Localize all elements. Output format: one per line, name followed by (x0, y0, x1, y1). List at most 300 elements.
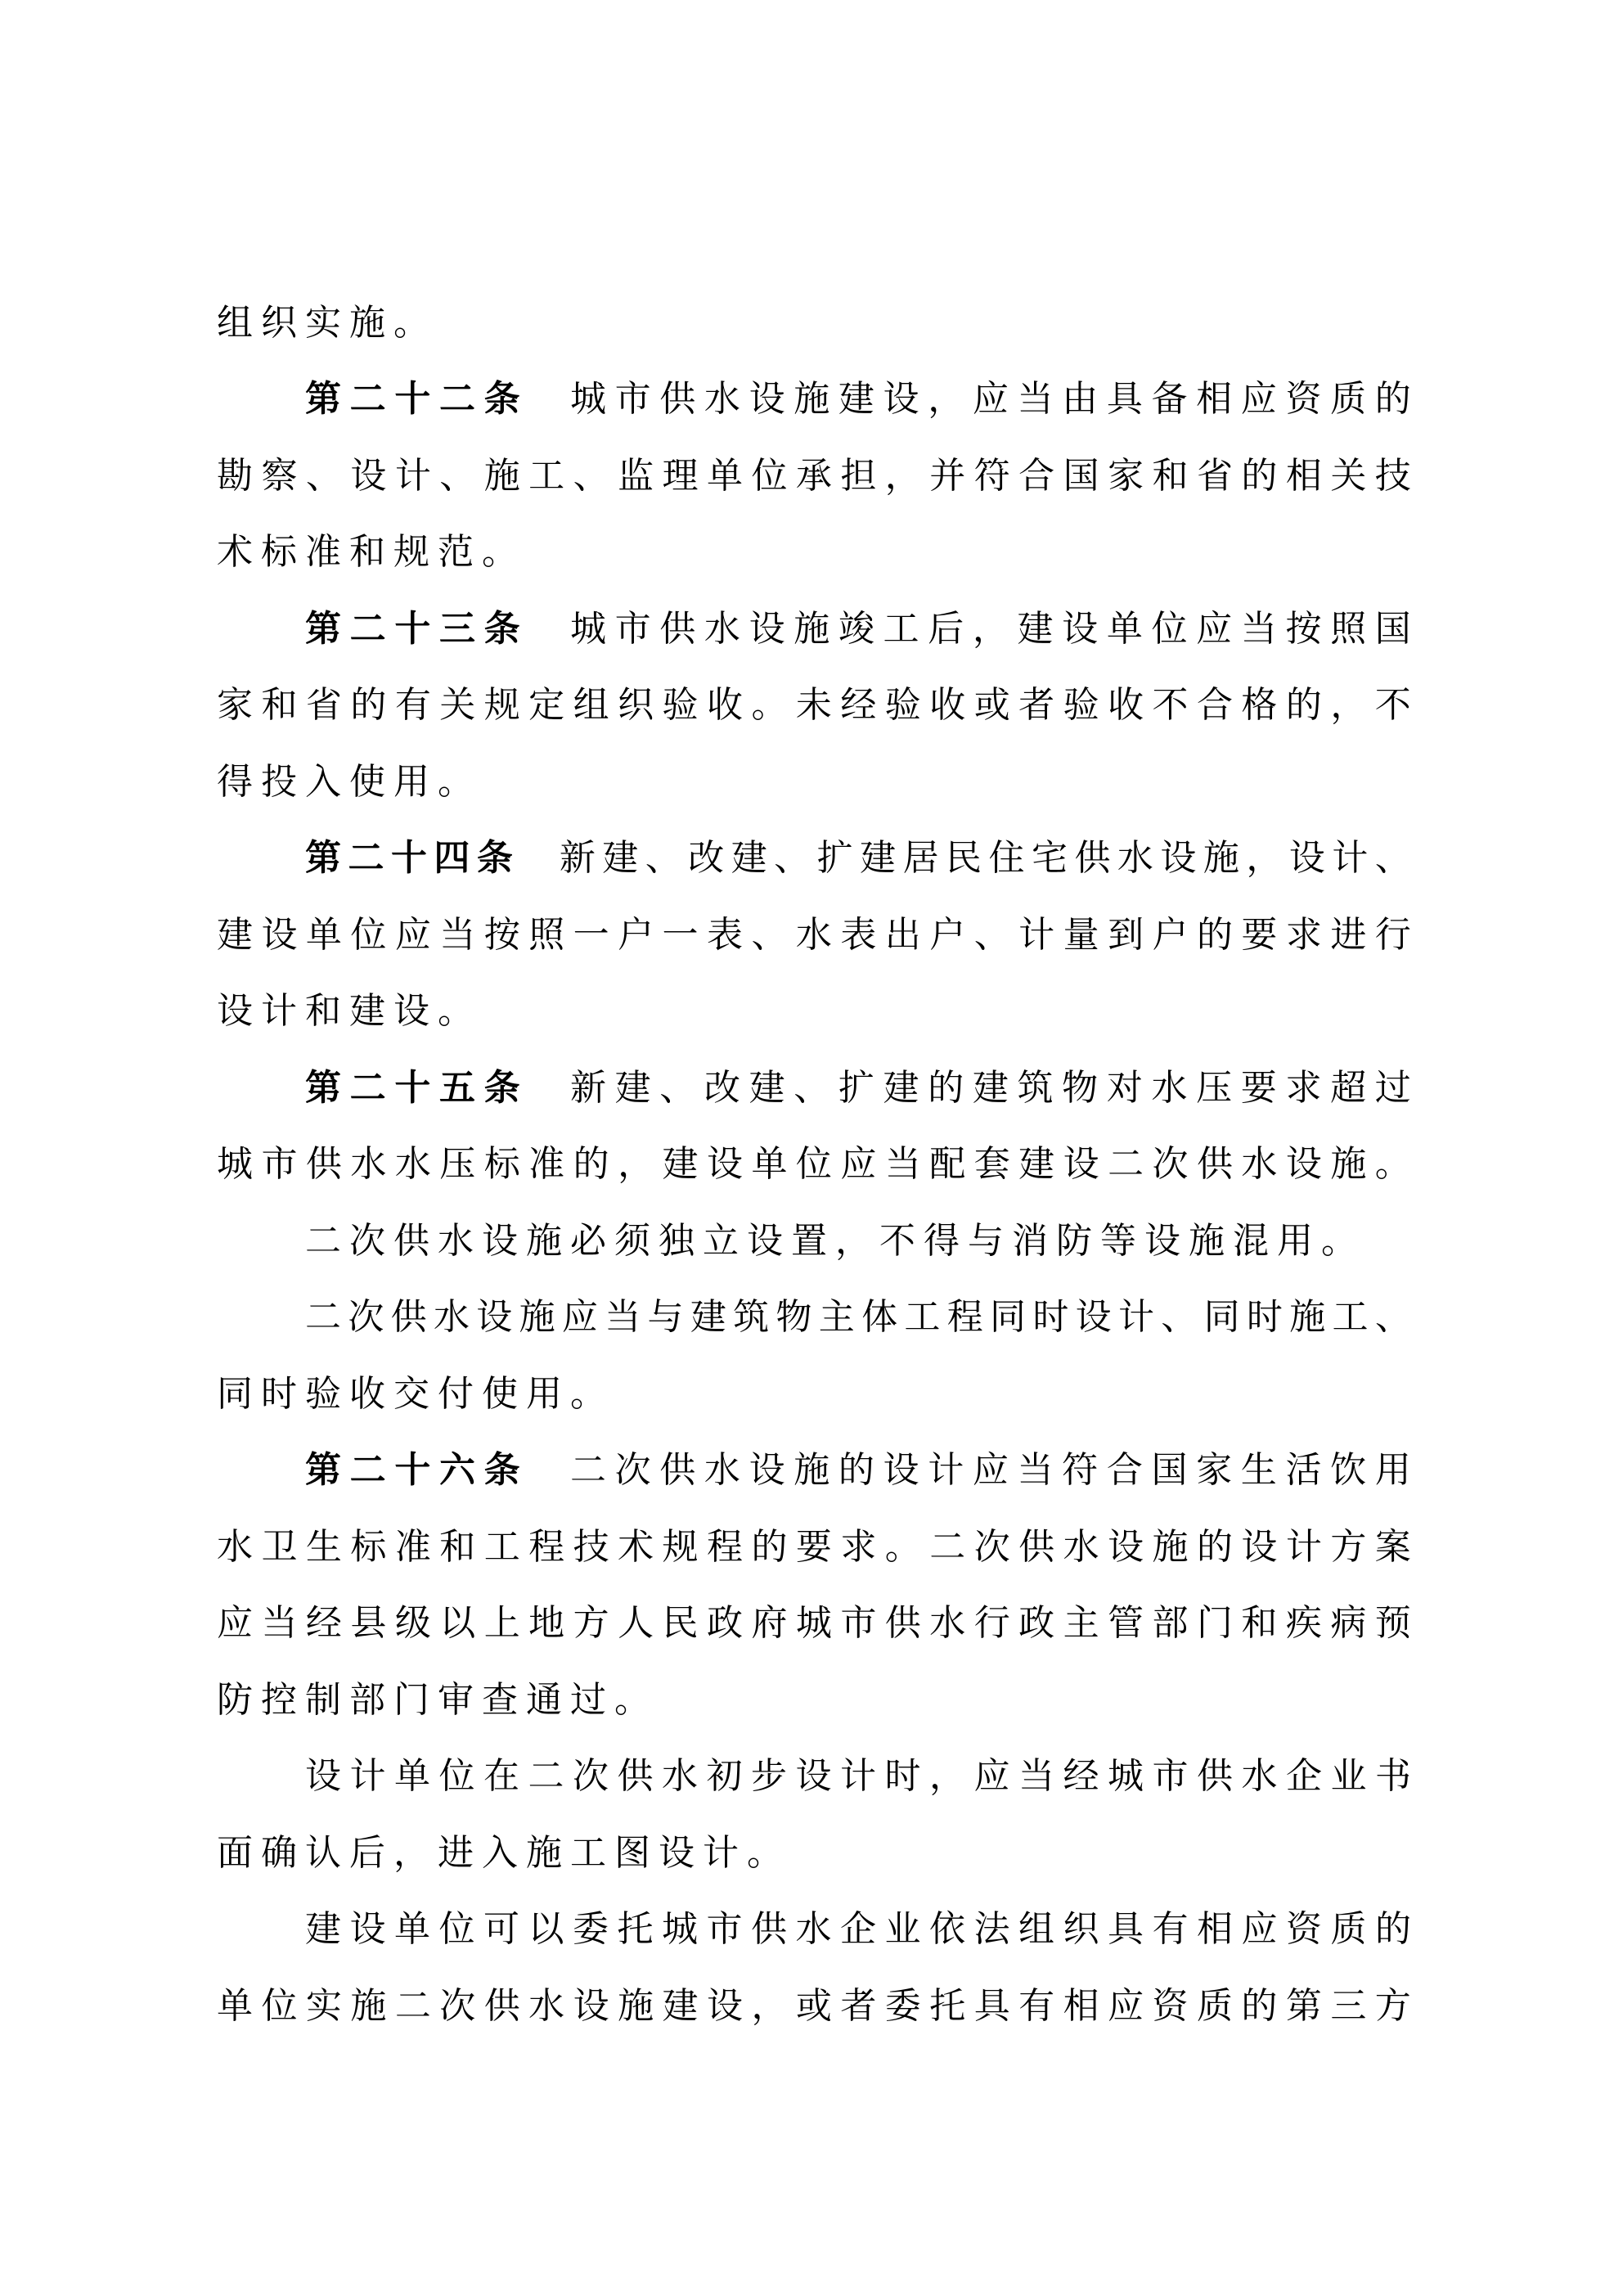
char: 防 (217, 1679, 253, 1720)
char: 改 (704, 1067, 740, 1108)
char: 立 (703, 1220, 739, 1261)
char: 市 (840, 1603, 877, 1644)
article-number-char: 第 (305, 379, 341, 420)
char: 单 (751, 1144, 788, 1185)
char: 不 (1374, 685, 1411, 726)
text-line (217, 974, 1411, 1051)
char: 查 (482, 1679, 518, 1720)
char: 时 (884, 1756, 921, 1797)
char: 术 (217, 532, 253, 573)
char: 地 (528, 1603, 565, 1644)
article-number-char: 二 (349, 1067, 386, 1108)
char: 城 (1108, 1756, 1144, 1797)
char: 当 (605, 1297, 641, 1338)
text-line (217, 1892, 1411, 1969)
char: 量 (1063, 914, 1099, 955)
char: 筑 (1017, 1067, 1054, 1108)
char: 企 (840, 1909, 876, 1950)
char: 建 (349, 991, 385, 1032)
char: 与 (647, 1297, 684, 1338)
char: 户 (1152, 914, 1189, 955)
char: 水 (528, 1985, 565, 2026)
char: 、 (439, 455, 476, 496)
char: 必 (570, 1220, 606, 1261)
char: 定 (528, 685, 565, 726)
char: 或 (795, 1985, 832, 2026)
char: 上 (483, 1603, 520, 1644)
text-line (217, 821, 1411, 898)
char: 建 (731, 838, 767, 879)
char: 收 (706, 685, 743, 726)
char: 部 (1152, 1603, 1189, 1644)
char: 二 (528, 1756, 564, 1797)
char: 施 (1152, 1526, 1189, 1567)
article-number-char: 十 (390, 838, 427, 879)
char: 同 (1203, 1297, 1240, 1338)
char: 建 (883, 1067, 919, 1108)
char: 当 (1240, 608, 1277, 649)
char: 二 (569, 1450, 606, 1491)
article-number-char: 十 (394, 1450, 431, 1491)
char: 二 (929, 1526, 966, 1567)
text-line (217, 362, 1411, 439)
char: 控 (261, 1679, 297, 1720)
char: 质 (1330, 1909, 1367, 1950)
char: 理 (662, 455, 699, 496)
char: 方 (1330, 1526, 1367, 1567)
char: 卫 (261, 1526, 298, 1567)
char: 第 (1285, 1985, 1322, 2026)
char: 物 (1062, 1067, 1099, 1108)
char: 实 (305, 302, 341, 343)
char: 行 (973, 1603, 1010, 1644)
char: 一 (662, 914, 699, 955)
char: 扩 (838, 1067, 874, 1108)
char: 等 (1100, 1220, 1136, 1261)
article-number-char: 条 (476, 838, 513, 879)
char: 单 (217, 1985, 253, 2026)
char: 城 (662, 1909, 698, 1950)
char: 混 (1233, 1220, 1269, 1261)
char: 法 (973, 1909, 1010, 1950)
text-line (217, 1968, 1411, 2045)
char: ， (928, 379, 964, 420)
char: 位 (1151, 608, 1188, 649)
char: 市 (261, 1144, 298, 1185)
char: 省 (305, 685, 342, 726)
char: 用 (526, 1373, 562, 1414)
char: 家 (217, 685, 253, 726)
char: 的 (1375, 1909, 1411, 1950)
char: 供 (393, 1220, 429, 1261)
char: 水 (662, 1756, 698, 1797)
char: 门 (1196, 1603, 1233, 1644)
char: 收 (349, 1373, 385, 1414)
char: 织 (1063, 1909, 1099, 1950)
text-line (217, 744, 1411, 821)
char: 入 (482, 1832, 518, 1873)
char: 供 (659, 1450, 696, 1491)
char: 依 (929, 1909, 965, 1950)
char: 城 (569, 379, 606, 420)
char: 水 (1241, 1756, 1278, 1797)
char: 体 (861, 1297, 898, 1338)
article-number-char: 三 (438, 608, 475, 649)
text-line (217, 1127, 1411, 1204)
char: 准 (528, 1144, 565, 1185)
char: 位 (795, 1144, 832, 1185)
char: 病 (1330, 1603, 1367, 1644)
char: 书 (1375, 1756, 1411, 1797)
char: 用 (1374, 1450, 1411, 1491)
char: 水 (704, 608, 740, 649)
char: 政 (706, 1603, 743, 1644)
char: 应 (1108, 1985, 1144, 2026)
char: 具 (973, 1985, 1010, 2026)
char: 织 (261, 302, 297, 343)
char: 技 (1374, 455, 1411, 496)
char: ， (972, 608, 1009, 649)
char: 范 (438, 532, 474, 573)
char: 时 (1032, 1297, 1069, 1338)
char: 供 (884, 1603, 921, 1644)
char: 施 (526, 1220, 562, 1261)
char: 施 (483, 455, 520, 496)
text-line (217, 285, 1411, 362)
article-number-char: 条 (483, 1067, 520, 1108)
article-number-char: 十 (394, 1067, 431, 1108)
char: 到 (1108, 914, 1144, 955)
char: 供 (1074, 838, 1111, 879)
char: 主 (1063, 1603, 1099, 1644)
char: 有 (394, 685, 431, 726)
char: 套 (973, 1144, 1010, 1185)
char: 省 (1196, 455, 1233, 496)
char: 通 (526, 1679, 562, 1720)
char: 计 (928, 1450, 964, 1491)
char: 设 (883, 1450, 919, 1491)
char: 水 (217, 1526, 253, 1567)
char: 勘 (217, 455, 253, 496)
char: 竣 (838, 608, 874, 649)
char: 设 (349, 1909, 386, 1950)
char: 建 (690, 1297, 726, 1338)
char: 次 (573, 1756, 609, 1797)
char: 后 (349, 1832, 385, 1873)
char: 工 (570, 1832, 606, 1873)
char: ， (393, 1832, 429, 1873)
char: 水 (394, 1144, 431, 1185)
char: 水 (704, 1450, 740, 1491)
char: 供 (659, 608, 696, 649)
char: 、 (573, 455, 609, 496)
char: 行 (1374, 914, 1411, 955)
char: 设 (706, 1985, 743, 2026)
char: 建 (217, 914, 253, 955)
char: 设 (1063, 1144, 1099, 1185)
char: 设 (261, 914, 298, 955)
char: 设 (1075, 1297, 1112, 1338)
char: 配 (929, 1144, 966, 1185)
char: 的 (1241, 455, 1278, 496)
text-line (217, 1356, 1411, 1433)
char: 组 (573, 685, 609, 726)
char: 水 (795, 914, 832, 955)
char: 。 (438, 761, 474, 802)
char: 设 (1144, 1220, 1180, 1261)
char: 按 (483, 914, 520, 955)
char: 水 (929, 1603, 966, 1644)
char: 建 (305, 1909, 341, 1950)
char: 以 (528, 1909, 564, 1950)
char: 活 (1285, 1450, 1322, 1491)
char: 有 (1152, 1909, 1189, 1950)
char: 单 (305, 914, 342, 955)
text-line (217, 438, 1411, 515)
char: 城 (569, 608, 606, 649)
char: 格 (1241, 685, 1278, 726)
char: 计 (394, 455, 431, 496)
char: 设 (1288, 838, 1325, 879)
char: 施 (618, 1985, 654, 2026)
char: 计 (349, 1756, 386, 1797)
char: 应 (394, 914, 431, 955)
char: 程 (946, 1297, 983, 1338)
char: 不 (1152, 685, 1189, 726)
char: 民 (662, 1603, 699, 1644)
char: 相 (1196, 379, 1233, 420)
char: 物 (776, 1297, 812, 1338)
article-number-char: 第 (305, 608, 341, 649)
char: 资 (1286, 1909, 1322, 1950)
char: 并 (929, 455, 966, 496)
char: 得 (217, 761, 253, 802)
char: 三 (1330, 1985, 1367, 2026)
char: 经 (305, 1603, 342, 1644)
char: 一 (573, 914, 609, 955)
char: 。 (747, 1832, 783, 1873)
char: 合 (1196, 685, 1233, 726)
char: 人 (618, 1603, 654, 1644)
char: 验 (884, 685, 921, 726)
char: 出 (884, 914, 921, 955)
char: 市 (614, 379, 651, 420)
char: 标 (483, 1144, 520, 1185)
char: 供 (751, 1909, 787, 1950)
char: 建 (749, 1067, 785, 1108)
char: 应 (561, 1297, 598, 1338)
char: 二 (305, 1297, 341, 1338)
article-number-char: 四 (434, 838, 470, 879)
char: 应 (1240, 379, 1277, 420)
char: 国 (1063, 455, 1099, 496)
char: 。 (1321, 1220, 1357, 1261)
char: 水 (795, 1909, 832, 1950)
char: 家 (1196, 1450, 1233, 1491)
char: 要 (1241, 914, 1278, 955)
char: 设 (659, 1832, 695, 1873)
char: 时 (1246, 1297, 1283, 1338)
char: 确 (261, 1832, 297, 1873)
char: 施 (1330, 1144, 1367, 1185)
char: 经 (1063, 1756, 1099, 1797)
char: 规 (483, 685, 520, 726)
char: 规 (393, 532, 429, 573)
char: 、 (1161, 1297, 1198, 1338)
char: 方 (1374, 1985, 1411, 2026)
char: 户 (618, 914, 654, 955)
char: 托 (617, 1909, 654, 1950)
char: 验 (662, 685, 699, 726)
char: 者 (1018, 685, 1055, 726)
char: 单 (394, 1756, 430, 1797)
char: 设 (482, 1220, 518, 1261)
text-line (217, 1815, 1411, 1892)
char: 准 (394, 1526, 431, 1567)
char: 合 (1018, 455, 1055, 496)
char: ， (929, 1756, 965, 1797)
char: 应 (972, 1450, 1009, 1491)
char: 部 (349, 1679, 385, 1720)
char: 防 (1056, 1220, 1092, 1261)
char: ， (884, 455, 921, 496)
char: 改 (688, 838, 725, 879)
char: 国 (1151, 1450, 1188, 1491)
char: 施 (1289, 1297, 1326, 1338)
char: 具 (1106, 379, 1143, 420)
char: 施 (1189, 1220, 1225, 1261)
article-number-char: 十 (394, 379, 431, 420)
char: 宅 (1031, 838, 1068, 879)
char: 设 (1160, 838, 1197, 879)
char: 应 (217, 1603, 253, 1644)
text-line (217, 897, 1411, 974)
char: 民 (946, 838, 982, 879)
char: 使 (349, 761, 385, 802)
char: 生 (1240, 1450, 1277, 1491)
char: 建 (860, 838, 897, 879)
char: 次 (349, 1220, 385, 1261)
char: 得 (924, 1220, 960, 1261)
char: 二 (1108, 1144, 1144, 1185)
char: 时 (261, 1373, 297, 1414)
char: 担 (840, 455, 877, 496)
article-number-char: 六 (438, 1450, 475, 1491)
char: 织 (618, 685, 654, 726)
char: 建 (1018, 1144, 1055, 1185)
char: 用 (393, 761, 429, 802)
char: 计 (261, 991, 297, 1032)
article-number-char: 二 (438, 379, 475, 420)
char: ， (618, 1144, 654, 1185)
char: 县 (350, 1603, 387, 1644)
char: 设 (393, 991, 429, 1032)
char: 验 (1063, 685, 1099, 726)
char: 组 (1018, 1909, 1054, 1950)
char: 二 (305, 1220, 341, 1261)
char: 施 (794, 1450, 830, 1491)
text-line (217, 1433, 1411, 1510)
char: 位 (350, 914, 387, 955)
char: 的 (928, 1067, 964, 1108)
char: 水 (1063, 1526, 1099, 1567)
char: 图 (614, 1832, 650, 1873)
char: 当 (1017, 379, 1054, 420)
char: 标 (261, 532, 297, 573)
char: 计 (840, 1756, 876, 1797)
char: 独 (659, 1220, 695, 1261)
char: 门 (393, 1679, 429, 1720)
article-number-char: 条 (483, 379, 520, 420)
char: 的 (1196, 914, 1233, 955)
char: 设 (749, 379, 785, 420)
article-number-char: 二 (349, 379, 386, 420)
char: 计 (1117, 1297, 1154, 1338)
char: 市 (1152, 1756, 1189, 1797)
char: 水 (1151, 1067, 1188, 1108)
char: 管 (1108, 1603, 1144, 1644)
char: 水 (1241, 1144, 1278, 1185)
char: 单 (394, 1909, 430, 1950)
char: 后 (928, 608, 964, 649)
char: 过 (570, 1679, 606, 1720)
char: 筑 (733, 1297, 770, 1338)
char: 进 (438, 1832, 474, 1873)
char: 。 (482, 532, 518, 573)
article-number-char: 条 (483, 1450, 520, 1491)
char: 设 (1241, 1526, 1278, 1567)
char: 的 (1196, 1526, 1233, 1567)
char: 施 (794, 608, 830, 649)
char: 收 (929, 685, 966, 726)
char: 设 (350, 455, 387, 496)
char: 设 (795, 1756, 832, 1797)
char: 生 (305, 1526, 342, 1567)
char: 察 (261, 455, 298, 496)
char: 工 (483, 1526, 520, 1567)
char: 次 (973, 1526, 1010, 1567)
char: 供 (390, 1297, 427, 1338)
text-line (217, 515, 1411, 592)
char: 与 (968, 1220, 1004, 1261)
char: 程 (528, 1526, 565, 1567)
char: 当 (439, 914, 476, 955)
char: 由 (1062, 379, 1099, 420)
char: 经 (840, 685, 877, 726)
char: 步 (751, 1756, 787, 1797)
char: 同 (217, 1373, 253, 1414)
char: 委 (884, 1985, 921, 2026)
char: 计 (703, 1832, 739, 1873)
char: 者 (840, 1985, 877, 2026)
char: 位 (751, 455, 788, 496)
char: 术 (618, 1526, 654, 1567)
char: 设 (706, 1144, 743, 1185)
char: 次 (614, 1450, 651, 1491)
char: 相 (1063, 1985, 1099, 2026)
char: 制 (305, 1679, 341, 1720)
text-line (217, 1739, 1411, 1816)
char: 预 (1374, 1603, 1411, 1644)
char: 企 (1286, 1756, 1322, 1797)
char: 使 (482, 1373, 518, 1414)
char: 求 (840, 1526, 877, 1567)
text-line (217, 1280, 1411, 1357)
char: 设 (749, 608, 785, 649)
char: 计 (1018, 914, 1055, 955)
char: 家 (1108, 455, 1144, 496)
article-number-char: 第 (305, 1067, 341, 1108)
